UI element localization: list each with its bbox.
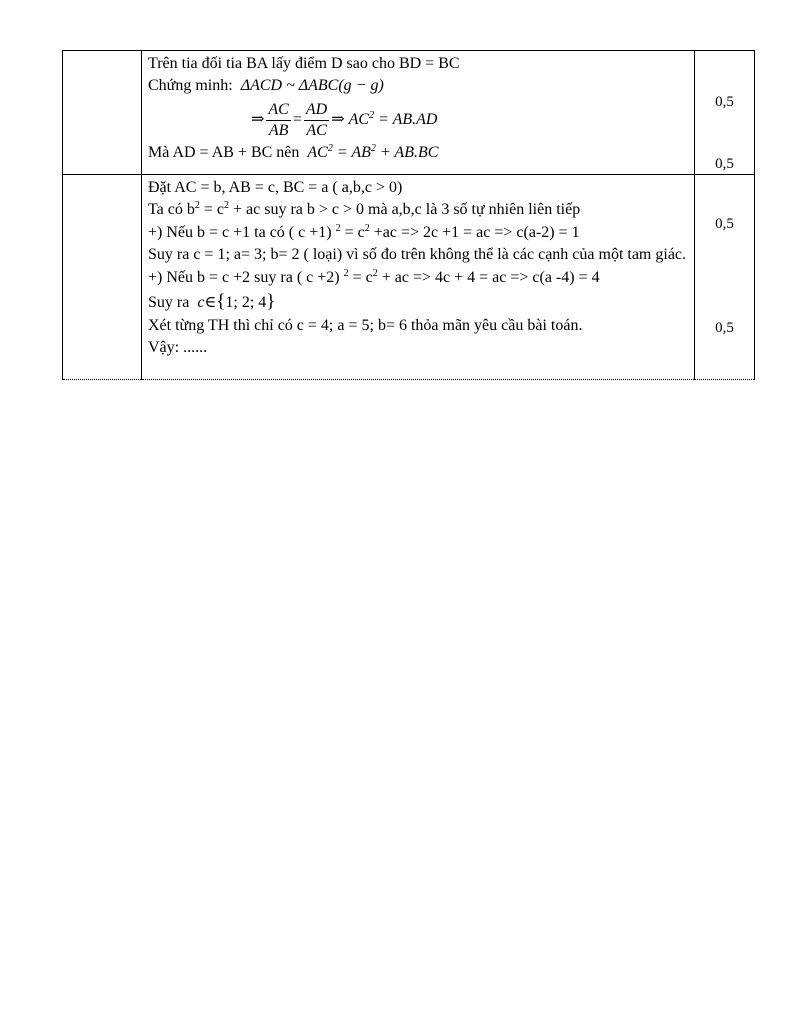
text-line <box>148 199 688 221</box>
text-part: Suy ra <box>148 294 190 312</box>
fraction-line <box>148 98 688 142</box>
text-line: Xét từng TH thì chỉ có c = 4; a = 5; b= 6 thỏa mãn yêu cầu bài toán. <box>148 317 583 335</box>
expr-part: + AB.BC <box>375 143 439 161</box>
exponent: 2 <box>370 142 376 154</box>
numerator: AC <box>266 100 290 121</box>
exponent: 2 <box>335 222 341 234</box>
text-part: = c <box>199 201 224 219</box>
fraction <box>304 100 329 141</box>
score-cell <box>695 175 755 380</box>
text-part: + ac => 4c + 4 = ac => c(a -4) = 4 <box>377 268 600 286</box>
expr-part: AC <box>348 110 370 128</box>
table-row <box>63 51 755 175</box>
solution-cell <box>142 175 695 380</box>
text-line: Suy ra c = 1; a= 3; b= 2 ( loại) vì số đo trên không thể là các cạnh của một tam giác. <box>148 246 687 264</box>
solution-cell <box>142 51 695 175</box>
exponent: 2 <box>194 200 200 212</box>
text-part: Ta có b <box>148 201 195 219</box>
text-line <box>148 222 688 244</box>
right-brace: } <box>266 291 276 313</box>
result-expression <box>307 144 438 161</box>
numerator: AD <box>304 100 329 121</box>
text-part: Mà AD = AB + BC nên <box>148 143 300 161</box>
exponent: 2 <box>327 142 333 154</box>
text-line: Vậy: ...... <box>148 339 208 357</box>
result-expression <box>349 111 438 128</box>
text-part: + ac suy ra b > c > 0 mà a,b,c là 3 số tự nhiên liên tiếp <box>228 201 581 219</box>
similarity-expression: ΔACD ~ ΔABC(g − g) <box>240 77 384 95</box>
equals-symbol: = <box>292 110 302 128</box>
expr-part: = AB <box>332 143 371 161</box>
proof-label: Chứng minh: <box>148 77 233 95</box>
score-value: 0,5 <box>715 216 734 232</box>
text-line: Đặt AC = b, AB = c, BC = a ( a,b,c > 0) <box>148 179 403 196</box>
table-row <box>63 175 755 380</box>
text-line <box>148 142 688 164</box>
variable: c <box>197 294 205 312</box>
text-part: = c <box>340 223 365 241</box>
score-cell <box>695 51 755 175</box>
answer-table <box>62 50 755 380</box>
exponent: 2 <box>369 109 375 121</box>
denominator: AC <box>306 121 327 139</box>
text-part: +) Nếu b = c +2 suy ra ( c +2) <box>148 268 344 286</box>
text-part: +ac => 2c +1 = ac => c(a-2) = 1 <box>369 223 580 241</box>
exponent: 2 <box>364 222 370 234</box>
text-line <box>148 267 688 289</box>
implies-symbol: ⇒ <box>251 110 265 128</box>
element-of-symbol: ∈ <box>204 294 217 312</box>
denominator: AB <box>268 121 289 139</box>
text-line <box>148 75 688 97</box>
score-value: 0,5 <box>715 320 734 336</box>
exponent: 2 <box>372 267 378 279</box>
score-value: 0,5 <box>715 156 734 172</box>
implies-symbol: ⇒ <box>331 110 345 128</box>
text-line <box>148 289 688 315</box>
left-brace: { <box>216 291 226 313</box>
empty-cell <box>63 175 142 380</box>
expr-part: AC <box>307 143 328 161</box>
empty-cell <box>63 51 142 175</box>
text-part: = c <box>348 268 373 286</box>
fraction <box>266 100 290 141</box>
set-values: 1; 2; 4 <box>225 294 267 312</box>
score-value: 0,5 <box>715 94 734 110</box>
exponent: 2 <box>223 200 229 212</box>
exponent: 2 <box>343 267 349 279</box>
expr-part: = AB.AD <box>374 110 438 128</box>
text-line: Trên tia đối tia BA lấy điểm D sao cho BD = BC <box>148 55 460 72</box>
text-part: +) Nếu b = c +1 ta có ( c +1) <box>148 223 336 241</box>
